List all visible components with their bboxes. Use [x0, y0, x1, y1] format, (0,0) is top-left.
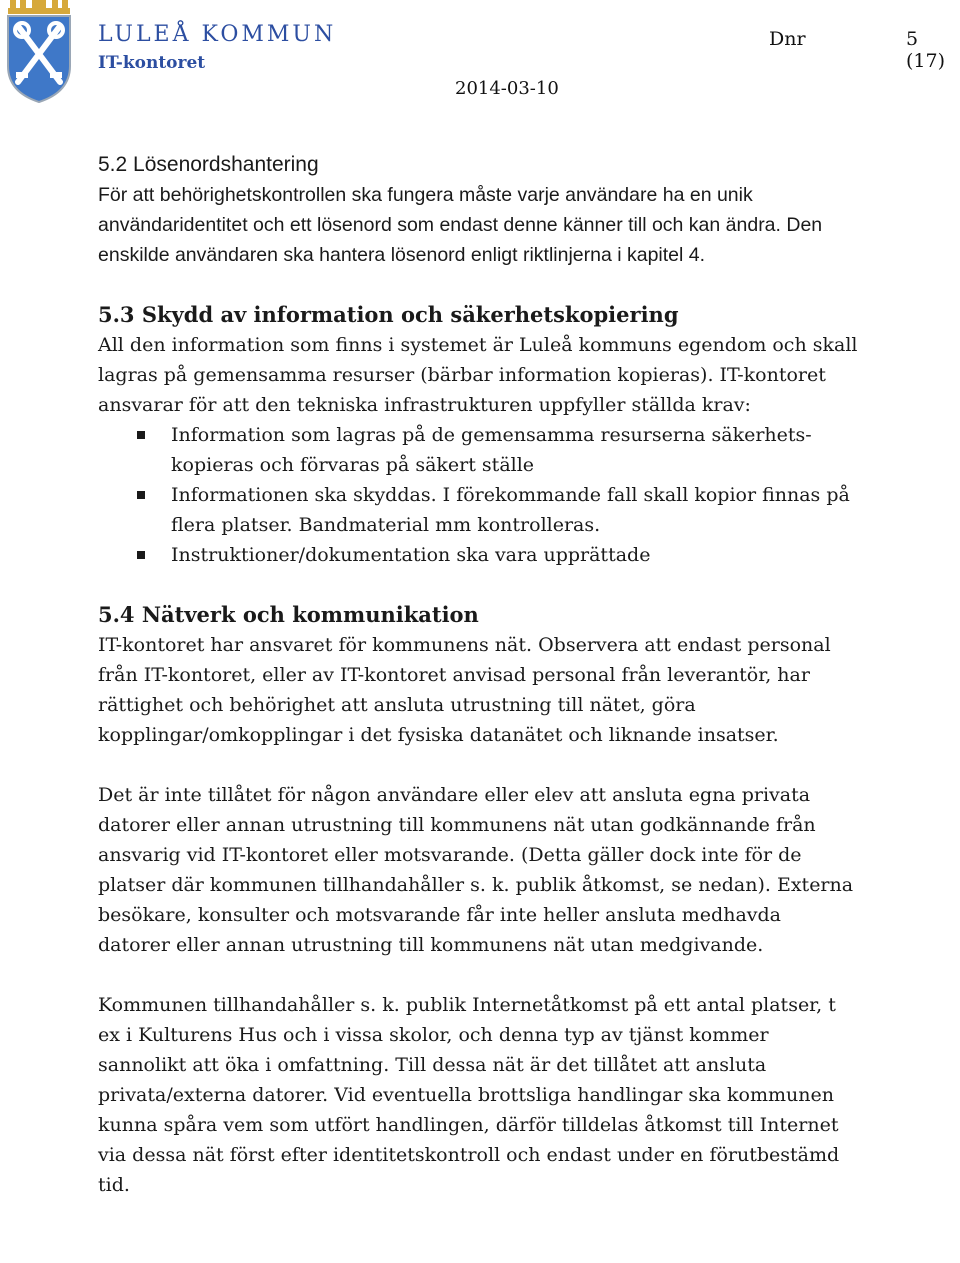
document-body: [98, 150, 858, 1200]
page-number: 5 (17): [906, 28, 946, 72]
bullet-square-icon: [137, 491, 145, 499]
section-5-2-heading: 5.2 Lösenordshantering: [98, 153, 319, 176]
dnr-label: Dnr: [769, 28, 806, 50]
list-item: Instruktioner/dokumentation ska vara upprättade: [98, 540, 858, 570]
bullet-square-icon: [137, 431, 145, 439]
section-5-4-paragraph-1: IT-kontoret har ansvaret för kommunens nät. Observera att endast personal från IT-kontoret, eller av IT-kontoret anvisad personal från leverantör, har rättighet och behörighet att ansluta utrustning till nätet, göra kopplingar/omkopplingar i det fysiska datanätet och liknande insatser.: [98, 634, 831, 746]
section-5-3-body: All den information som finns i systemet är Luleå kommuns egendom och skall lagras på gemensamma resurser (bärbar information kopieras). IT-kontoret ansvarar för att den tekniska infrastrukturen uppfyller ställda krav:: [98, 334, 858, 416]
section-5-4-paragraph-3: Kommunen tillhandahåller s. k. publik Internetåtkomst på ett antal platser, t ex i Kulturens Hus och i vissa skolor, och denna typ av tjänst kommer sannolikt att öka i omfattning. Till dessa nät är det tillåtet att ansluta privata/externa datorer. Vid eventuella brottsliga handlingar ska kommunen kunna spåra vem som utfört handlingen, därför tilldelas åtkomst till Internet via dessa nät först efter identitetskontroll och endast under en förutbestämd tid.: [98, 994, 840, 1196]
section-5-4-heading: 5.4 Nätverk och kommunikation: [98, 602, 479, 627]
organization-name: LULEÅ KOMMUN: [98, 22, 337, 47]
municipality-crest-logo: [4, 0, 74, 104]
list-item: Information som lagras på de gemensamma resurserna säkerhets-kopieras och förvaras på säkert ställe: [98, 420, 858, 480]
section-5-2-body: För att behörighetskontrollen ska fungera måste varje användare ha en unik användaridentitet och ett lösenord som endast denne känner till och kan ändra. Den enskilde användaren ska hantera lösenord enligt riktlinjerna i kapitel 4.: [98, 184, 823, 266]
section-5-3-bullet-list: [98, 420, 858, 570]
bullet-square-icon: [137, 551, 145, 559]
department-name: IT-kontoret: [98, 53, 206, 73]
list-item: Informationen ska skyddas. I förekommande fall skall kopior finnas på flera platser. Bandmaterial mm kontrolleras.: [98, 480, 858, 540]
document-date: 2014-03-10: [455, 78, 559, 99]
section-5-3-heading: 5.3 Skydd av information och säkerhetskopiering: [98, 302, 679, 327]
section-5-4-paragraph-2: Det är inte tillåtet för någon användare eller elev att ansluta egna privata datorer eller annan utrustning till kommunens nät utan godkännande från ansvarig vid IT-kontoret eller motsvarande. (Detta gäller dock inte för de platser där kommunen tillhandahåller s. k. publik åtkomst, se nedan). Externa besökare, konsulter och motsvarande får inte heller ansluta medhavda datorer eller annan utrustning till kommunens nät utan medgivande.: [98, 784, 854, 956]
